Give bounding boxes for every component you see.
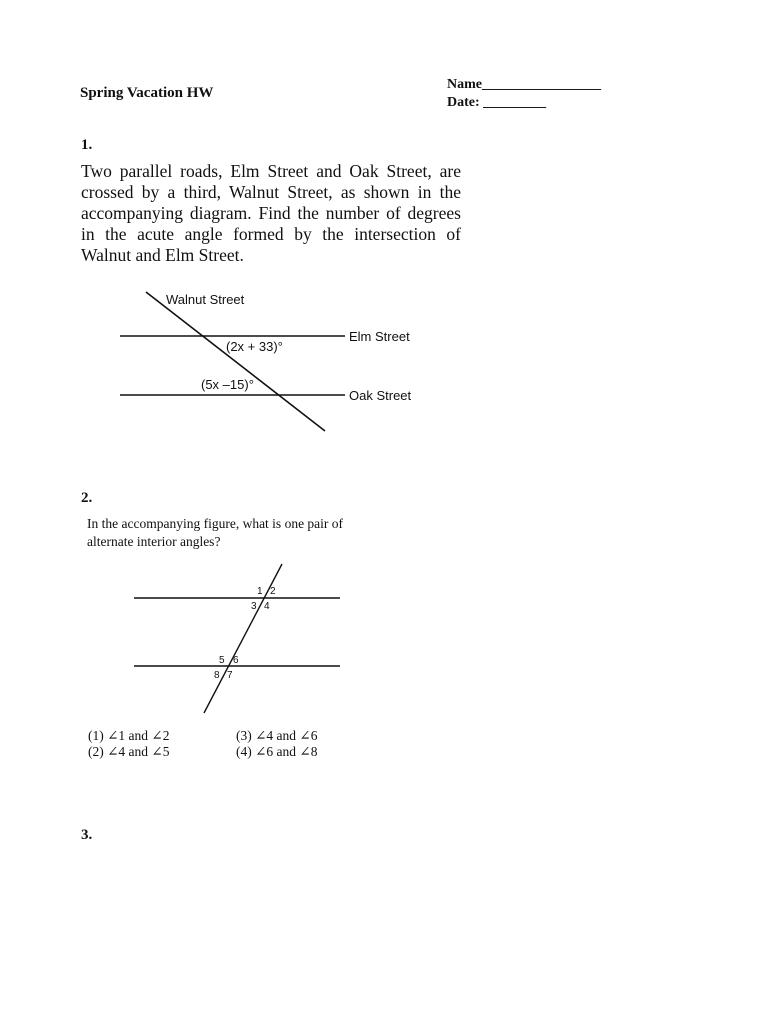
angle-oak-label: (5x –15)° xyxy=(201,377,254,392)
angle-elm-label: (2x + 33)° xyxy=(226,339,283,354)
question-2-number: 2. xyxy=(81,490,93,506)
angle-4-label: 4 xyxy=(264,601,270,612)
answer-choice-4: (4) ∠6 and ∠8 xyxy=(236,744,318,759)
angle-7-label: 7 xyxy=(227,670,233,681)
oak-street-label: Oak Street xyxy=(349,388,412,403)
answer-choice-3: (3) ∠4 and ∠6 xyxy=(236,728,318,743)
homework-title: Spring Vacation HW xyxy=(80,85,214,101)
elm-street-label: Elm Street xyxy=(349,329,410,344)
angle-1-label: 1 xyxy=(257,586,263,597)
question-3-number: 3. xyxy=(81,827,93,843)
answer-choice-1: (1) ∠1 and ∠2 xyxy=(88,728,170,743)
question-1-number: 1. xyxy=(81,137,93,153)
walnut-street-line xyxy=(146,292,325,431)
question-2-text: In the accompanying figure, what is one pair of alternate interior angles? xyxy=(87,516,344,549)
angle-3-label: 3 xyxy=(251,601,257,612)
date-field-label: Date: _________ xyxy=(447,95,547,110)
angle-2-label: 2 xyxy=(270,586,276,597)
angle-8-label: 8 xyxy=(214,670,220,681)
walnut-street-label: Walnut Street xyxy=(166,292,245,307)
name-field-label: Name_________________ xyxy=(447,77,601,92)
answer-choice-2: (2) ∠4 and ∠5 xyxy=(88,744,170,759)
question-1-text: Two parallel roads, Elm Street and Oak Street, are crossed by a third, Walnut Street, as shown in the accompanying diagram. Find the number of degrees in the acute angle formed by the intersection of Walnut and Elm Street. xyxy=(81,161,461,265)
angle-5-label: 5 xyxy=(219,655,225,666)
angle-6-label: 6 xyxy=(233,655,239,666)
